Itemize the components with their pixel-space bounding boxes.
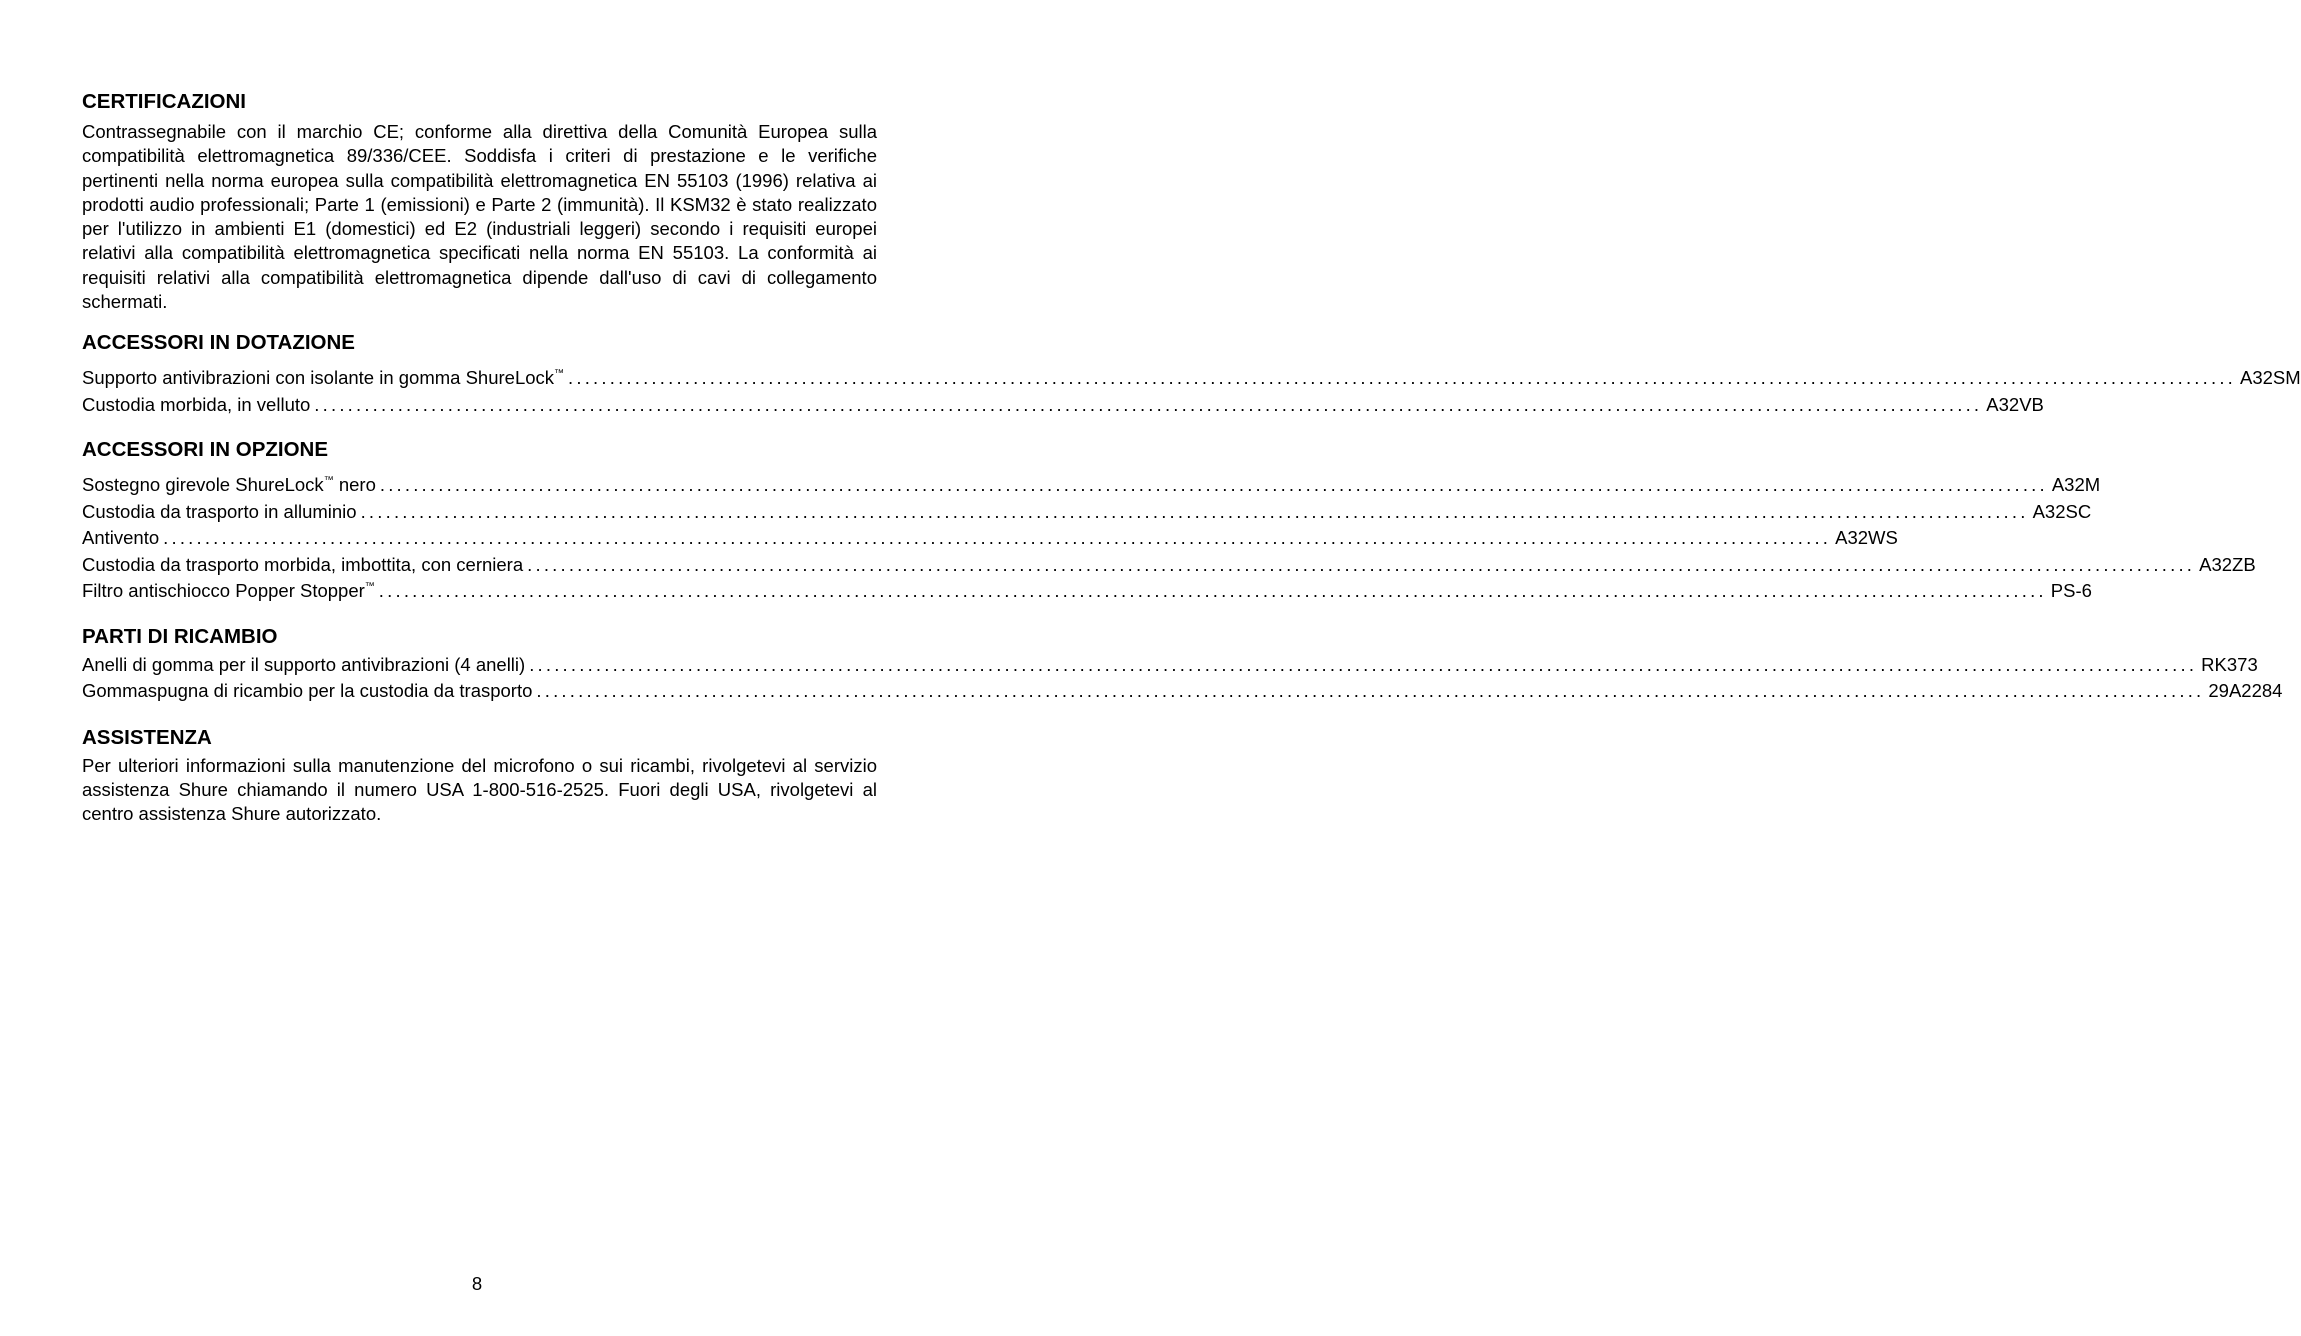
list-item	[82, 365, 2301, 392]
item-label-text: Gommaspugna di ricambio per la custodia da trasporto	[82, 680, 533, 702]
item-label	[82, 472, 376, 499]
item-code: A32M	[2051, 474, 2101, 496]
item-label-text: Filtro antischiocco Popper Stopper	[82, 580, 365, 602]
dot-leader: ........................................................................................................................................................................................................	[378, 580, 2047, 602]
section-parti-ricambio	[82, 623, 2283, 705]
list-item	[82, 552, 2256, 579]
item-label-text: Supporto antivibrazioni con isolante in gomma ShureLock	[82, 367, 555, 389]
list-item	[82, 678, 2283, 705]
item-label	[82, 652, 525, 679]
trademark-mark: ™	[554, 368, 565, 380]
trademark-mark: ™	[364, 581, 375, 593]
section-accessori-opzione	[82, 436, 2256, 605]
dot-leader: ........................................................................................................................................................................................................	[360, 500, 2029, 522]
section-assistenza	[82, 724, 877, 827]
trademark-mark: ™	[323, 475, 334, 487]
dot-leader: ........................................................................................................................................................................................................	[568, 367, 2237, 389]
parts-list	[82, 365, 2301, 418]
section-title: PARTI DI RICAMBIO	[82, 624, 278, 648]
list-item	[82, 652, 2258, 679]
section-title: CERTIFICAZIONI	[82, 90, 246, 113]
list-item	[82, 578, 2092, 605]
item-code: A32WS	[1835, 527, 1898, 549]
section-accessori-dotazione	[82, 329, 2301, 418]
item-label-text: Custodia morbida, in velluto	[82, 393, 311, 415]
list-item	[82, 472, 2101, 499]
item-label-text: Anelli di gomma per il supporto antivibrazioni (4 anelli)	[82, 653, 526, 675]
page-number: 8	[471, 1273, 483, 1294]
item-label	[82, 525, 159, 552]
item-label-text: Custodia da trasporto in alluminio	[82, 500, 357, 522]
item-label	[82, 392, 310, 419]
item-code: A32SC	[2032, 500, 2092, 522]
dot-leader: ........................................................................................................................................................................................................	[527, 553, 2196, 575]
item-code: A32VB	[1986, 393, 2044, 415]
dot-leader: ........................................................................................................................................................................................................	[163, 527, 1832, 549]
section-title: ASSISTENZA	[82, 725, 212, 749]
section-certificazioni	[82, 88, 877, 314]
item-label-text: Antivento	[82, 527, 160, 549]
section-title: ACCESSORI IN DOTAZIONE	[82, 331, 355, 355]
item-label	[82, 365, 564, 392]
item-label-text: Sostegno girevole ShureLock	[82, 474, 324, 496]
dot-leader: ........................................................................................................................................................................................................	[314, 393, 1983, 415]
section-title: ACCESSORI IN OPZIONE	[82, 438, 329, 462]
dot-leader: ........................................................................................................................................................................................................	[379, 474, 2048, 496]
parts-list	[82, 652, 2283, 705]
list-item	[82, 499, 2092, 526]
item-label	[82, 678, 532, 705]
item-label	[82, 499, 357, 526]
item-code: A32SM	[2240, 367, 2301, 389]
item-code: RK373	[2201, 653, 2258, 675]
section-paragraph: Per ulteriori informazioni sulla manutenzione del microfono o sui ricambi, rivolgetevi al servizio assistenza Shure chiamando il numero USA 1-800-516-2525. Fuori degli USA, rivolgetevi al centro assistenza Shure autorizzato.	[82, 754, 877, 825]
item-code: 29A2284	[2208, 680, 2283, 702]
list-item	[82, 525, 1898, 552]
item-label-text: Custodia da trasporto morbida, imbottita, con cerniera	[82, 553, 524, 575]
section-paragraph: Contrassegnabile con il marchio CE; conforme alla direttiva della Comunità Europea sulla compatibilità elettromagnetica 89/336/CEE. Soddisfa i criteri di prestazione e le verifiche pertinenti nella norma europea sulla compatibilità elettromagnetica EN 55103 (1996) relativa ai prodotti audio professionali; Parte 1 (emissioni) e Parte 2 (immunità). Il KSM32 è stato realizzato per l'utilizzo in ambienti E1 (domestici) ed E2 (industriali leggeri) secondo i requisiti europei relativi alla compatibilità elettromagnetica specificati nella norma EN 55103. La conformità ai requisiti relativi alla compatibilità elettromagnetica dipende dall'uso di cavi di collegamento schermati.	[82, 121, 877, 313]
parts-list	[82, 472, 2256, 605]
list-item	[82, 392, 2044, 419]
dot-leader: ........................................................................................................................................................................................................	[536, 680, 2205, 702]
item-code: PS-6	[2050, 580, 2092, 602]
dot-leader: ........................................................................................................................................................................................................	[529, 653, 2198, 675]
item-code: A32ZB	[2199, 553, 2256, 575]
item-label	[82, 578, 375, 605]
page-content	[82, 88, 2301, 827]
item-label-suffix: nero	[333, 474, 376, 496]
item-label	[82, 552, 523, 579]
